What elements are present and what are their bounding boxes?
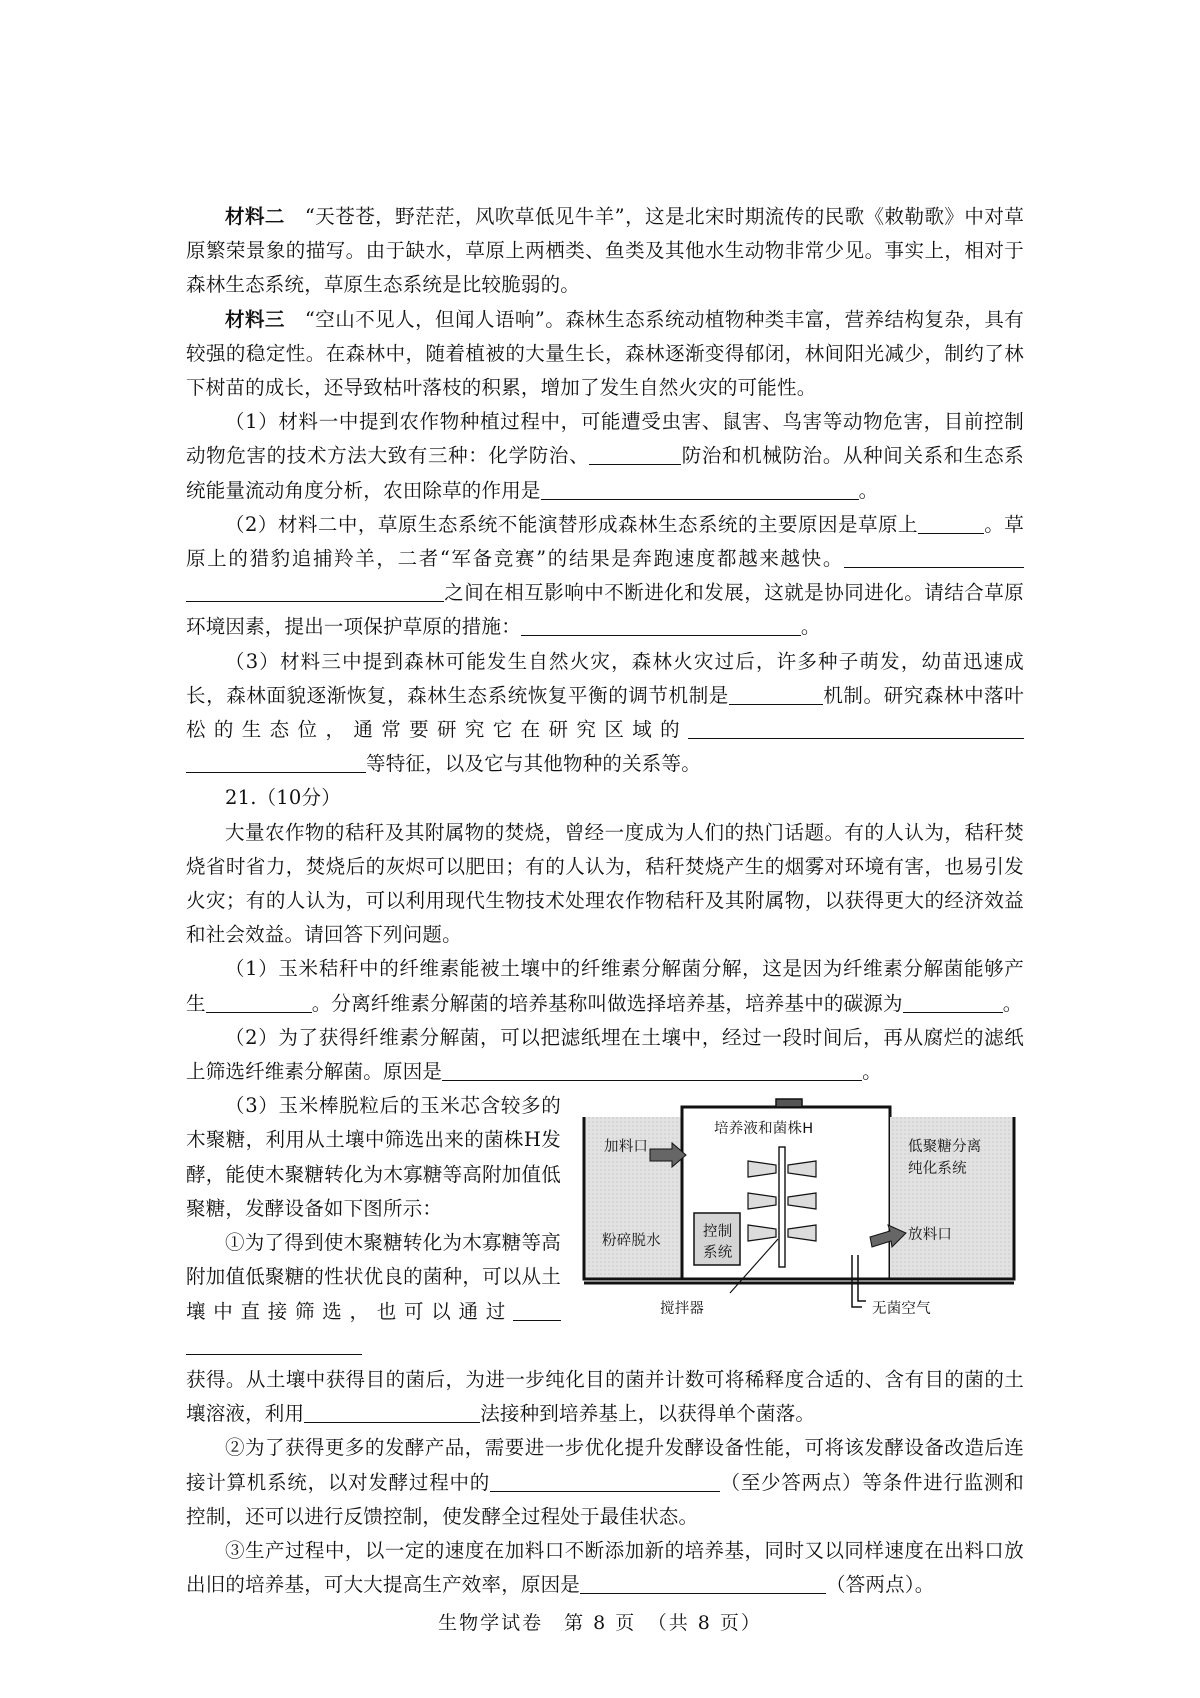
material-three — [186, 303, 1024, 406]
answer-blank[interactable] — [903, 992, 1003, 1013]
q21-sub3 — [186, 1534, 1024, 1602]
answer-blank[interactable] — [186, 752, 366, 773]
control-label-1: 控制 — [703, 1224, 733, 1241]
q21-sub3-text-b: （答两点）。 — [826, 1573, 935, 1597]
q20-part3 — [186, 645, 1024, 782]
q21-intro: 大量农作物的秸秆及其附属物的焚烧，曾经一度成为人们的热门话题。有的人认为，秸秆焚烧省时省力，焚烧后的灰烬可以肥田；有的人认为，秸秆焚烧产生的烟雾对环境有害，也易引发火灾；有的人认为，可以利用现代生物技术处理农作物秸秆及其附属物，以获得更大的经济效益和社会效益。请回答下列问题。 — [186, 820, 1024, 947]
q20-part1-text-b: 防治和机械防治。从种间关系和生态系统能量流动角度分析，农田除草的作用是 — [186, 444, 1024, 502]
q20-part1 — [186, 405, 1024, 508]
control-label-2: 系统 — [703, 1245, 733, 1262]
q20-part2-text-a: （2）材料二中，草原生态系统不能演替形成森林生态系统的主要原因是草原上 — [225, 512, 918, 536]
answer-blank[interactable] — [490, 1471, 720, 1492]
fermentation-diagram-svg — [580, 1089, 1024, 1329]
page-footer: 生物学试卷 第 8 页 （共 8 页） — [438, 1612, 762, 1634]
air-label: 无菌空气 — [872, 1301, 931, 1318]
q21-part2-text-b: 。 — [862, 1060, 882, 1084]
q21-sub3-text-a: ③生产过程中，以一定的速度在加料口不断添加新的培养基，同时又以同样速度在出料口放出旧的培养基，可大大提高生产效率，原因是 — [186, 1538, 1024, 1597]
q20-part1-text-a: （1）材料一中提到农作物种植过程中，可能遭受虫害、鼠害、鸟害等动物危害，目前控制动物危害的技术方法大致有三种：化学防治、 — [186, 410, 1024, 468]
material-three-label: 材料三 — [225, 307, 285, 331]
material-three-text: “空山不见人，但闻人语响”。森林生态系统动植物种类丰富，营养结构复杂，具有较强的稳定性。在森林中，随着植被的大量生长，森林逐渐变得郁闭，林间阳光减少，制约了林下树苗的成长，还导致枯叶落枝的积累，增加了发生自然火灾的可能性。 — [186, 307, 1025, 400]
crush-label: 粉碎脱水 — [602, 1233, 661, 1250]
q21-part2 — [186, 1021, 1024, 1089]
answer-blank[interactable] — [304, 1402, 480, 1423]
culture-label: 培养液和菌株H — [714, 1121, 814, 1138]
material-two — [186, 200, 1024, 303]
q21-part1-text-b: 。分离纤维素分解菌的培养基称叫做选择培养基，培养基中的碳源为 — [311, 991, 903, 1015]
answer-blank[interactable] — [688, 718, 1024, 739]
stirrer-shaft — [779, 1147, 785, 1267]
q21-sub1-start — [186, 1226, 561, 1363]
q20-part2 — [186, 508, 1024, 645]
answer-blank[interactable] — [580, 1573, 826, 1594]
inlet-label: 加料口 — [604, 1139, 649, 1156]
purify-label-2: 纯化系统 — [908, 1161, 967, 1178]
answer-blank[interactable] — [589, 444, 681, 465]
answer-blank[interactable] — [918, 513, 984, 534]
q20-part1-text-c: 。 — [858, 478, 879, 502]
q21-part3-text — [186, 1089, 561, 1363]
q20-part3-text-c: 等特征，以及它与其他物种的关系等。 — [366, 752, 701, 776]
q21-sub1-text-b: 获得。从土壤中获得目的菌后，为进一步纯化目的菌并计数可将稀释度合适的、含有目的菌的土壤溶液，利用 — [186, 1367, 1024, 1426]
answer-blank[interactable] — [521, 615, 801, 636]
q21-part1-text-a: （1）玉米秸秆中的纤维素能被土壤中的纤维素分解菌分解，这是因为纤维素分解菌能够产生 — [186, 957, 1024, 1015]
q21-header: 21.（10分） — [225, 786, 341, 810]
q20-part3-text-a: （3）材料三中提到森林可能发生自然火灾，森林火灾过后，许多种子萌发，幼苗迅速成长，森林面貌逐渐恢复，森林生态系统恢复平衡的调节机制是 — [186, 649, 1024, 707]
material-two-text: “天苍苍，野茫茫，风吹草低见牛羊”，这是北宋时期流传的民歌《敕勒歌》中对草原繁荣景象的描写。由于缺水，草原上两栖类、鱼类及其他水生动物非常少见。事实上，相对于森林生态系统，草原生态系统是比较脆弱的。 — [186, 205, 1025, 297]
q21-sub2-text-b: （至少答两点）等条件进行监测和控制，还可以进行反馈控制，使发酵全过程处于最佳状态。 — [186, 1470, 1024, 1528]
page-content — [186, 200, 1024, 1602]
q20-part2-text-c: 之间在相互影响中不断进化和发展，这就是协同进化。请结合草原环境因素，提出一项保护草原的措施： — [186, 581, 1024, 639]
stirrer-label: 搅拌器 — [660, 1301, 705, 1318]
q21-part3-intro: （3）玉米棒脱粒后的玉米芯含较多的木聚糖，利用从土壤中筛选出来的菌株H发酵，能使木聚糖转化为木寡糖等高附加值低聚糖，发酵设备如下图所示： — [186, 1094, 561, 1220]
q21-sub1-text-a: ①为了得到使木聚糖转化为木寡糖等高附加值低聚糖的性状优良的菌种，可以从土壤中直接筛选，也可以通过 — [186, 1231, 561, 1323]
fermentation-diagram — [580, 1089, 1024, 1329]
q21-sub2 — [186, 1431, 1024, 1534]
purify-label-1: 低聚糖分离 — [908, 1139, 982, 1156]
q21-sub1-text-c: 法接种到培养基上，以获得单个菌落。 — [480, 1402, 816, 1426]
q20-part2-text-d: 。 — [800, 615, 821, 639]
material-two-label: 材料二 — [225, 205, 285, 228]
answer-blank[interactable] — [186, 1334, 362, 1355]
fermenter-lid — [776, 1099, 802, 1107]
answer-blank[interactable] — [186, 581, 444, 602]
answer-blank[interactable] — [206, 992, 312, 1013]
q20-part3-text-b: 机制。研究森林中落叶松的生态位，通常要研究它在研究区域的 — [186, 683, 1024, 742]
q21-part3 — [186, 1089, 1024, 1363]
answer-blank[interactable] — [729, 684, 823, 705]
q21-sub2-text-a: ②为了获得更多的发酵产品，需要进一步优化提升发酵设备性能，可将该发酵设备改造后连接计算机系统，以对发酵过程中的 — [186, 1436, 1024, 1494]
q21-part1-text-c: 。 — [1002, 991, 1023, 1015]
q20-part2-text-b: 。草原上的猎豹追捕羚羊，二者“军备竞赛”的结果是奔跑速度都越来越快。 — [186, 512, 1024, 571]
answer-blank[interactable] — [513, 1300, 561, 1321]
q21-part1 — [186, 952, 1024, 1020]
answer-blank[interactable] — [844, 547, 1024, 568]
answer-blank[interactable] — [541, 479, 859, 500]
answer-blank[interactable] — [442, 1060, 862, 1081]
q21-sub1-cont — [186, 1363, 1024, 1431]
q21-part2-text-a: （2）为了获得纤维素分解菌，可以把滤纸埋在土壤中，经过一段时间后，再从腐烂的滤纸上筛选纤维素分解菌。原因是 — [186, 1025, 1024, 1084]
outlet-label: 放料口 — [908, 1227, 953, 1244]
